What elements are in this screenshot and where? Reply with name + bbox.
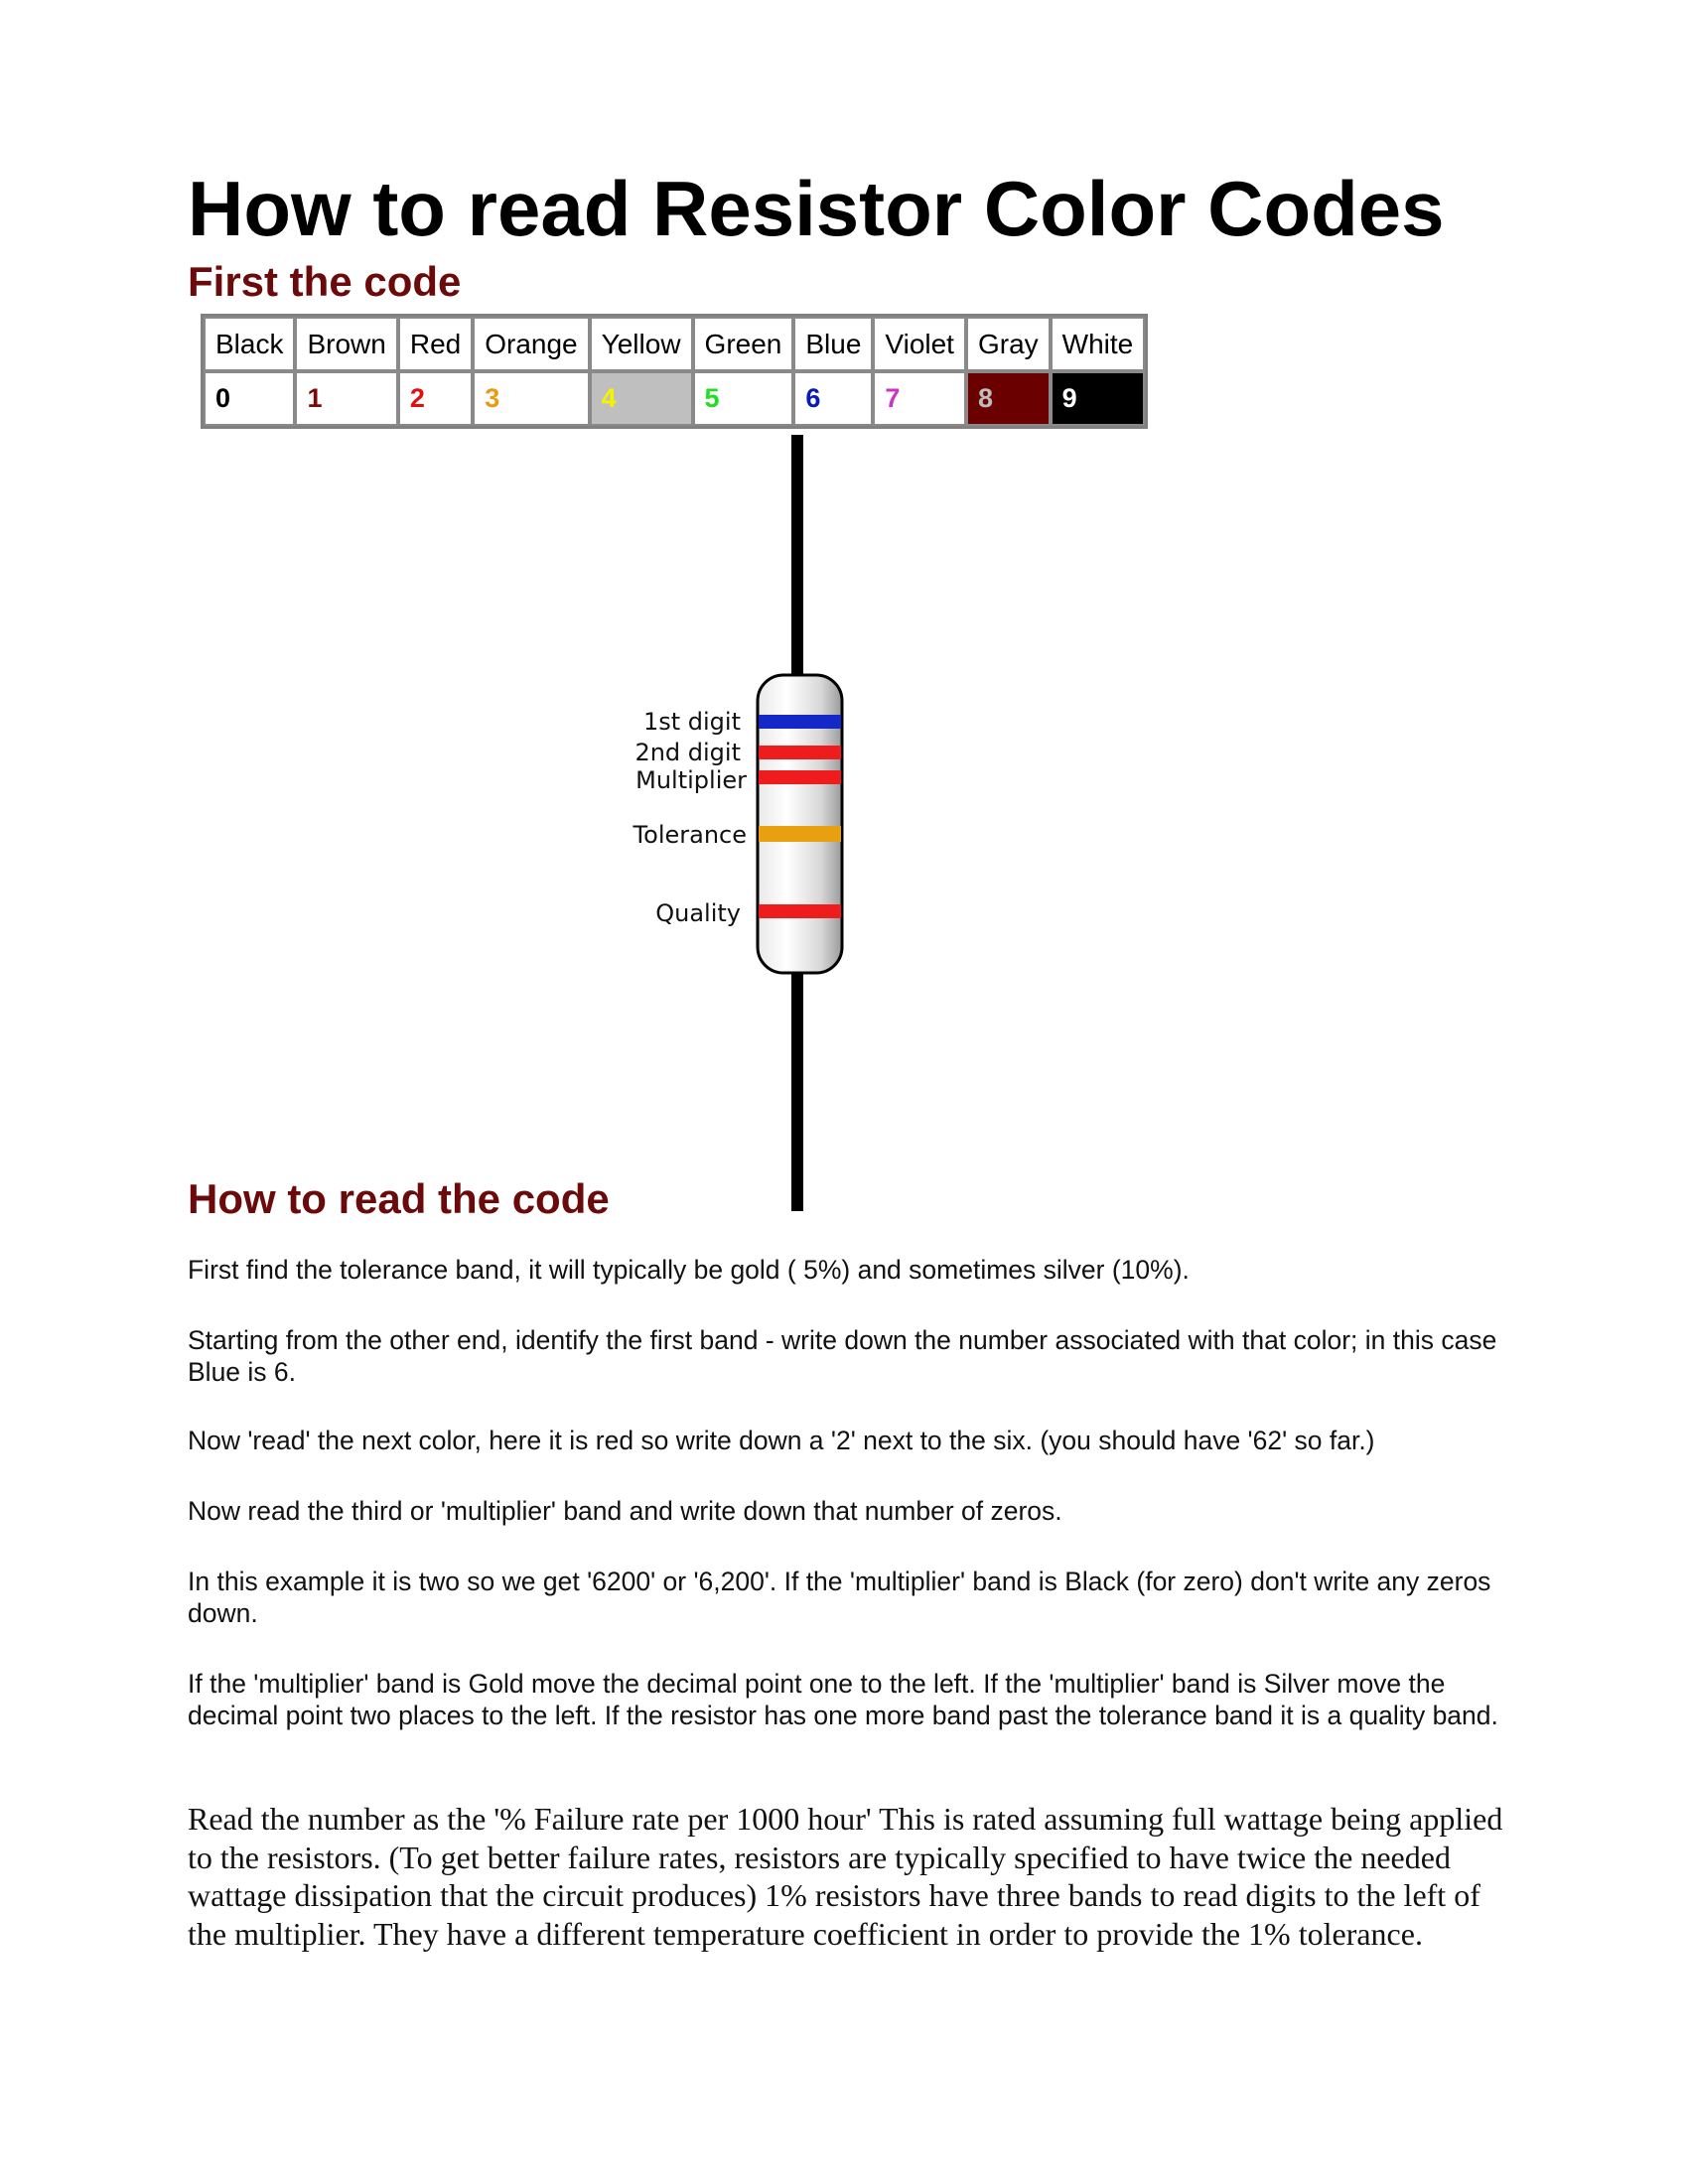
label-second-digit: 2nd digit xyxy=(634,739,741,766)
color-name-cell: Blue xyxy=(793,317,873,371)
section-heading-first-the-code: First the code xyxy=(188,258,462,305)
band-quality xyxy=(759,904,841,918)
band-second-digit xyxy=(759,746,841,759)
color-digit-cell: 1 xyxy=(295,371,397,426)
label-multiplier: Multiplier xyxy=(635,766,747,794)
resistor-diagram xyxy=(616,427,874,1221)
color-name-cell: White xyxy=(1051,317,1146,371)
color-name-cell: Yellow xyxy=(590,317,693,371)
color-digit-cell: 2 xyxy=(398,371,473,426)
section-heading-how-to-read: How to read the code xyxy=(188,1175,610,1222)
color-code-table xyxy=(201,314,1148,429)
color-digit-cell: 5 xyxy=(693,371,794,426)
paragraph-tolerance-band: First find the tolerance band, it will typically be gold ( 5%) and sometimes silver (10%). xyxy=(188,1255,1190,1285)
color-name-cell: Gray xyxy=(966,317,1051,371)
paragraph-gold-silver: If the 'multiplier' band is Gold move the decimal point one to the left. If the 'multiplier' band is Silver move the decimal point two places to the left. If the resistor has one more band past the tolerance band it is a quality band. xyxy=(188,1669,1498,1730)
color-name-row xyxy=(204,317,1145,371)
paragraph-second-band: Now 'read' the next color, here it is red so write down a '2' next to the six. (you should have '62' so far.) xyxy=(188,1426,1375,1455)
color-name-cell: Violet xyxy=(873,317,966,371)
label-quality: Quality xyxy=(655,899,741,927)
color-name-cell: Black xyxy=(204,317,295,371)
color-digit-cell: 0 xyxy=(204,371,295,426)
band-tolerance xyxy=(759,826,841,842)
paragraph-example: In this example it is two so we get '6200' or '6,200'. If the 'multiplier' band is Black (for zero) don't write any zeros down. xyxy=(188,1567,1491,1628)
band-first-digit xyxy=(759,715,841,729)
label-first-digit: 1st digit xyxy=(642,708,741,736)
resistor-bottom-lead xyxy=(791,968,803,1211)
color-digit-cell: 9 xyxy=(1051,371,1146,426)
color-name-cell: Orange xyxy=(473,317,589,371)
label-tolerance: Tolerance xyxy=(633,821,747,849)
band-multiplier xyxy=(759,770,841,784)
color-name-cell: Brown xyxy=(295,317,397,371)
color-name-cell: Red xyxy=(398,317,473,371)
paragraph-first-band: Starting from the other end, identify the first band - write down the number associated with that color; in this case Blue is 6. xyxy=(188,1325,1497,1387)
color-digit-cell: 6 xyxy=(793,371,873,426)
paragraph-multiplier-band: Now read the third or 'multiplier' band and write down that number of zeros. xyxy=(188,1496,1062,1526)
page-title: How to read Resistor Color Codes xyxy=(188,165,1445,252)
color-digit-cell: 4 xyxy=(590,371,693,426)
color-digit-row xyxy=(204,371,1145,426)
color-digit-cell: 7 xyxy=(873,371,966,426)
resistor-top-lead xyxy=(791,435,803,680)
color-digit-cell: 3 xyxy=(473,371,589,426)
color-digit-cell: 8 xyxy=(966,371,1051,426)
paragraph-quality-rate: Read the number as the '% Failure rate per 1000 hour' This is rated assuming full wattage being applied to the resistors. (To get better failure rates, resistors are typically specified to have twice the needed wattage dissipation that the circuit produces) 1% resistors have three bands to read digits to the left of the multiplier. They have a different temperature coefficient in order to provide the 1% tolerance. xyxy=(188,1801,1503,1952)
color-name-cell: Green xyxy=(693,317,794,371)
